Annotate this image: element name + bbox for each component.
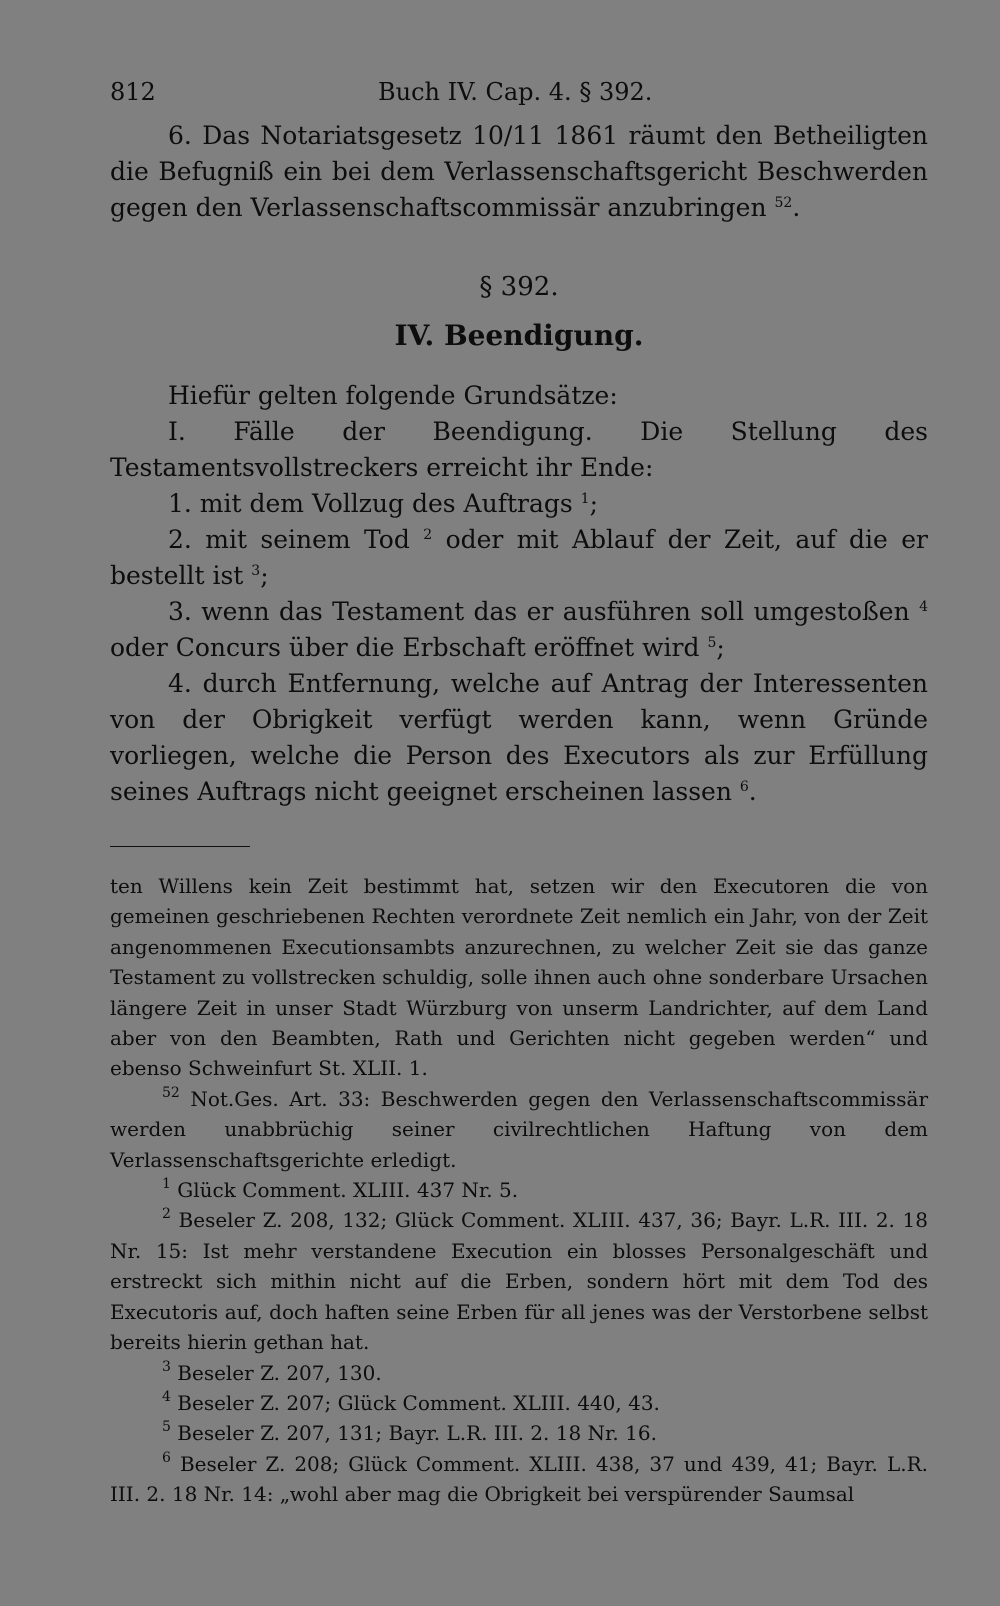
footnote-text: Beseler Z. 207, 131; Bayr. L.R. III. 2. 18 Nr. 16. xyxy=(170,1421,657,1446)
footnote-text: Beseler Z. 207, 130. xyxy=(170,1360,382,1385)
item-4-end: . xyxy=(748,777,757,806)
item-2-text: 2. mit seinem Tod xyxy=(168,525,424,554)
footnote-52 xyxy=(110,1084,928,1175)
footnote-separator xyxy=(110,846,250,847)
footnote-4 xyxy=(110,1388,928,1418)
footnote-2 xyxy=(110,1205,928,1357)
footnote-ref-6: 6 xyxy=(739,779,749,795)
footnote-mark: 6 xyxy=(162,1449,171,1466)
page-number: 812 xyxy=(110,78,156,106)
footnote-mark: 1 xyxy=(162,1176,171,1193)
footnote-text: Not.Ges. Art. 33: Beschwerden gegen den Verlassenschaftscommissär werden unabbrüchig seiner civilrechtlichen Haftung von dem Verlassenschaftsgerichte erledigt. xyxy=(110,1086,928,1172)
main-text xyxy=(110,118,928,810)
item-3-text-cont: oder Concurs über die Erbschaft eröffnet wird xyxy=(110,633,708,662)
item-2-end: ; xyxy=(260,561,269,590)
paragraph-6-text: 6. Das Notariatsgesetz 10/11 1861 räumt den Betheiligten die Befugniß ein bei dem Verlassenschaftsgericht Beschwerden gegen den Verlassenschaftscommissär anzubringen xyxy=(110,121,928,222)
section-number: § 392. xyxy=(479,272,559,302)
footnote-text: Beseler Z. 207; Glück Comment. XLIII. 440, 43. xyxy=(170,1390,660,1415)
footnotes xyxy=(110,871,928,1510)
paragraph-6 xyxy=(110,118,928,226)
paragraph-6-end: . xyxy=(792,193,801,222)
footnote-text: Beseler Z. 208; Glück Comment. XLIII. 438, 37 und 439, 41; Bayr. L.R. III. 2. 18 Nr. 14: „wohl aber mag die Obrigkeit bei verspürender Saumsal xyxy=(110,1451,928,1507)
book-page xyxy=(110,78,928,1510)
footnote-3 xyxy=(110,1358,928,1388)
lead-sentence: Hiefür gelten folgende Grundsätze: xyxy=(168,381,618,410)
footnote-6 xyxy=(110,1449,928,1510)
item-1-end: ; xyxy=(589,489,598,518)
list-item-3 xyxy=(110,594,928,666)
list-item-2 xyxy=(110,522,928,594)
footnote-continuation: ten Willens kein Zeit bestimmt hat, setzen wir den Executoren die von gemeinen geschriebenen Rechten verordnete Zeit nemlich ein Jahr, von der Zeit angenommenen Executionsambts anzurechnen, zu welcher Zeit sie das ganze Testament zu vollstrecken schuldig, solle ihnen auch ohne sonderbare Ursachen längere Zeit in unser Stadt Würzburg von unserm Landrichter, auf dem Land aber von den Beambten, Rath und Gerichten nicht gegeben werden“ und ebenso Schweinfurt St. XLII. 1. xyxy=(110,874,928,1081)
footnote-text: Glück Comment. XLIII. 437 Nr. 5. xyxy=(170,1178,519,1203)
footnote-mark: 52 xyxy=(162,1084,180,1101)
item-3-text: 3. wenn das Testament das er ausführen soll umgestoßen xyxy=(168,597,920,626)
item-1-text: 1. mit dem Vollzug des Auftrags xyxy=(168,489,581,518)
footnote-5 xyxy=(110,1418,928,1448)
footnote-ref-52: 52 xyxy=(774,195,793,211)
item-3-end: ; xyxy=(716,633,725,662)
list-item-4 xyxy=(110,666,928,810)
item-2-text-cont: oder mit Ablauf der Zeit, auf die er bestellt ist xyxy=(110,525,928,590)
running-head: Buch IV. Cap. 4. § 392. xyxy=(378,78,653,106)
footnote-ref-3: 3 xyxy=(251,563,261,579)
page-header xyxy=(110,78,928,118)
list-item-1 xyxy=(110,486,928,522)
footnote-mark: 2 xyxy=(162,1206,171,1223)
footnote-1 xyxy=(110,1175,928,1205)
footnote-ref-1: 1 xyxy=(580,491,590,507)
heading-I: I. Fälle der Beendigung. Die Stellung des Testamentsvollstreckers erreicht ihr Ende: xyxy=(110,417,928,482)
footnote-mark: 3 xyxy=(162,1358,171,1375)
footnote-ref-5: 5 xyxy=(707,635,717,651)
section-title: IV. Beendigung. xyxy=(394,319,644,352)
footnote-mark: 5 xyxy=(162,1419,171,1436)
item-4-text: 4. durch Entfernung, welche auf Antrag der Interessenten von der Obrigkeit verfügt werden kann, wenn Gründe vorliegen, welche die Person des Executors als zur Erfüllung seines Auftrags nicht geeignet erscheinen lassen xyxy=(110,669,928,806)
footnote-mark: 4 xyxy=(162,1388,171,1405)
footnote-ref-4: 4 xyxy=(919,599,928,615)
footnote-text: Beseler Z. 208, 132; Glück Comment. XLIII. 437, 36; Bayr. L.R. III. 2. 18 Nr. 15: Ist mehr verstandene Execution ein blosses Personalgeschäft und erstreckt sich mithin nicht auf die Erben, sondern hört mit dem Tod des Executoris auf, doch haften seine Erben für all jenes was der Verstorbene selbst bereits hierin gethan hat. xyxy=(110,1208,928,1355)
footnote-ref-2: 2 xyxy=(423,527,433,543)
